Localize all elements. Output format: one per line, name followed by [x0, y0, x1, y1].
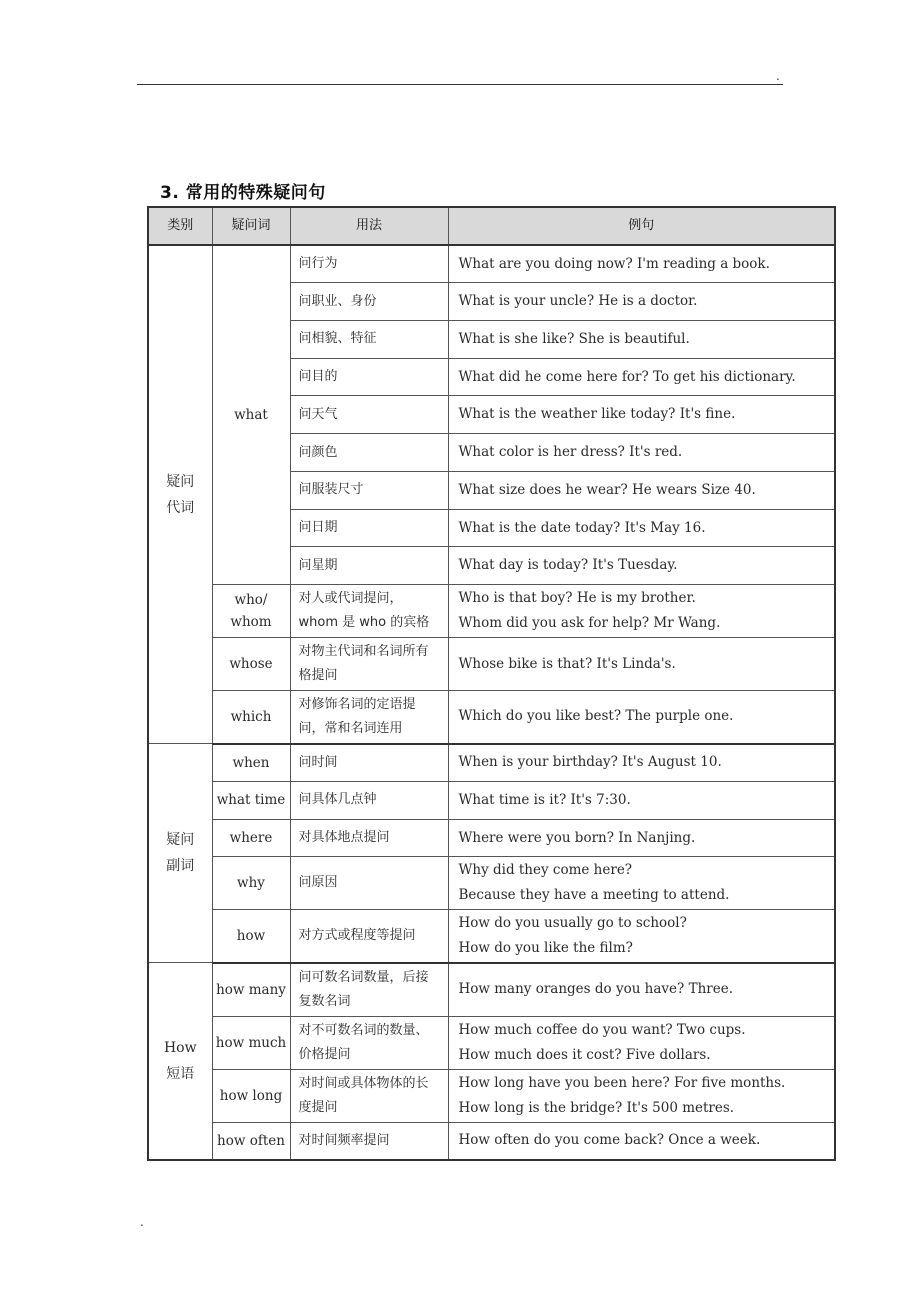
usage-cell: 对时间或具体物体的长度提问 — [290, 1069, 448, 1122]
usage-cell: 对不可数名词的数量、价格提问 — [290, 1016, 448, 1069]
example-cell: What is the date today? It's May 16. — [448, 509, 835, 547]
table-row — [148, 1122, 835, 1160]
table-row — [148, 819, 835, 857]
table-row — [148, 963, 835, 1016]
table-row — [148, 857, 835, 910]
usage-cell: 问行为 — [290, 245, 448, 283]
question-word-cell: where — [212, 819, 290, 857]
header-example: 例句 — [448, 207, 835, 245]
question-word-cell: how often — [212, 1122, 290, 1160]
usage-cell: 对修饰名词的定语提问，常和名词连用 — [290, 691, 448, 744]
example-cell: Whose bike is that? It's Linda's. — [448, 638, 835, 691]
question-word-cell: who/ whom — [212, 585, 290, 638]
question-word-cell: which — [212, 691, 290, 744]
question-word-cell: how — [212, 910, 290, 963]
example-cell: How often do you come back? Once a week. — [448, 1122, 835, 1160]
question-word-cell: how many — [212, 963, 290, 1016]
usage-cell: 对方式或程度等提问 — [290, 910, 448, 963]
usage-cell: 问目的 — [290, 358, 448, 396]
table-row — [148, 1016, 835, 1069]
header-dot: . — [776, 69, 780, 83]
example-cell: What did he come here for? To get his dictionary. — [448, 358, 835, 396]
usage-cell: 对物主代词和名词所有格提问 — [290, 638, 448, 691]
header-usage: 用法 — [290, 207, 448, 245]
example-cell: What size does he wear? He wears Size 40. — [448, 471, 835, 509]
table-row — [148, 691, 835, 744]
header-rule — [137, 84, 783, 85]
usage-cell: 问时间 — [290, 744, 448, 782]
usage-cell: 问天气 — [290, 396, 448, 434]
usage-cell: 问职业、身份 — [290, 283, 448, 321]
example-cell: What time is it? It's 7:30. — [448, 781, 835, 819]
usage-cell: 对具体地点提问 — [290, 819, 448, 857]
usage-cell: 对人或代词提问，whom 是 who 的宾格 — [290, 585, 448, 638]
footer-dot: . — [140, 1215, 144, 1229]
header-category: 类别 — [148, 207, 212, 245]
usage-cell: 问服装尺寸 — [290, 471, 448, 509]
usage-cell: 问星期 — [290, 547, 448, 585]
example-cell: Where were you born? In Nanjing. — [448, 819, 835, 857]
category-cell: How 短语 — [148, 963, 212, 1160]
example-cell: Who is that boy? He is my brother. Whom did you ask for help? Mr Wang. — [448, 585, 835, 638]
example-cell: Why did they come here? Because they have a meeting to attend. — [448, 857, 835, 910]
usage-cell: 问相貌、特征 — [290, 320, 448, 358]
question-word-cell: when — [212, 744, 290, 782]
example-cell: What color is her dress? It's red. — [448, 434, 835, 472]
example-cell: When is your birthday? It's August 10. — [448, 744, 835, 782]
table-row — [148, 781, 835, 819]
category-cell: 疑问 副词 — [148, 744, 212, 963]
table-row — [148, 585, 835, 638]
usage-cell: 问原因 — [290, 857, 448, 910]
usage-cell: 问可数名词数量，后接复数名词 — [290, 963, 448, 1016]
usage-cell: 对时间频率提问 — [290, 1122, 448, 1160]
table-row — [148, 638, 835, 691]
header-question-word: 疑问词 — [212, 207, 290, 245]
section-title: 3. 常用的特殊疑问句 — [160, 183, 326, 203]
question-word-cell: what time — [212, 781, 290, 819]
question-word-cell: how long — [212, 1069, 290, 1122]
question-word-cell: why — [212, 857, 290, 910]
example-cell: How do you usually go to school? How do you like the film? — [448, 910, 835, 963]
example-cell: How many oranges do you have? Three. — [448, 963, 835, 1016]
table-header-row — [148, 207, 835, 245]
usage-cell: 问颜色 — [290, 434, 448, 472]
example-cell: What is the weather like today? It's fine. — [448, 396, 835, 434]
category-cell: 疑问 代词 — [148, 245, 212, 744]
example-cell: How much coffee do you want? Two cups. How much does it cost? Five dollars. — [448, 1016, 835, 1069]
example-cell: What is your uncle? He is a doctor. — [448, 283, 835, 321]
table-row — [148, 910, 835, 963]
question-word-cell: whose — [212, 638, 290, 691]
table-row — [148, 744, 835, 782]
question-word-cell: how much — [212, 1016, 290, 1069]
question-words-table — [147, 206, 836, 1161]
example-cell: What are you doing now? I'm reading a book. — [448, 245, 835, 283]
question-word-cell: what — [212, 245, 290, 585]
table-row — [148, 245, 835, 283]
example-cell: What is she like? She is beautiful. — [448, 320, 835, 358]
example-cell: How long have you been here? For five months. How long is the bridge? It's 500 metres. — [448, 1069, 835, 1122]
example-cell: What day is today? It's Tuesday. — [448, 547, 835, 585]
table-row — [148, 1069, 835, 1122]
usage-cell: 问具体几点钟 — [290, 781, 448, 819]
usage-cell: 问日期 — [290, 509, 448, 547]
example-cell: Which do you like best? The purple one. — [448, 691, 835, 744]
